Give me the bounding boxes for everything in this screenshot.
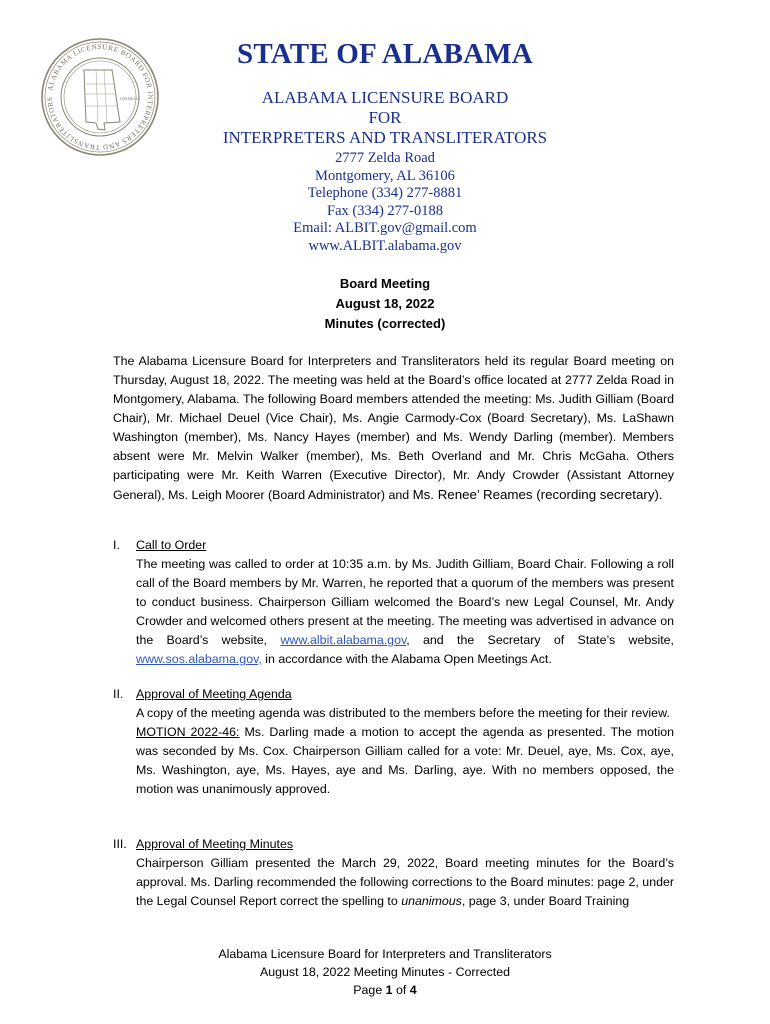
street-address: 2777 Zelda Road	[335, 150, 435, 166]
intro-paragraph: The Alabama Licensure Board for Interpreters and Transliterators held its regular Board meeting on Thursday, August 18, 2022. The meeting was held at the Board’s office located at 2777 Zelda Road in Montgomery, Alabama. The following Board members attended the meeting: Ms. Judith Gilliam (Board Chair), Mr. Michael Deuel (Vice Chair), Ms. Angie Carmody-Cox (Board Secretary), Ms. LaShawn Washington (member), Ms. Nancy Hayes (member) and Ms. Wendy Darling (member). Members absent were Mr. Melvin Walker (member), Ms. Beth Overland and Mr. Chris McGaha. Others participating were Mr. Keith Warren (Executive Director), Mr. Andy Crowder (Assistant Attorney General), Ms. Leigh Moorer (Board Administrator) and Ms. Renee’ Reames (recording secretary).	[113, 354, 674, 502]
footer-document-title: August 18, 2022 Meeting Minutes - Corrected	[259, 965, 510, 979]
section-text: Chairperson Gilliam presented the March 29, 2022, Board meeting minutes for the Board’s approval. Ms. Darling recommended the following corrections to the Board minutes: page 2, under the Legal Counsel Report correct the spelling to unanimous, page 3, under Board Training	[136, 856, 674, 908]
minutes-subtitle: Minutes (corrected)	[324, 316, 446, 331]
motion-text: MOTION 2022-46: Ms. Darling made a motion to accept the agenda as presented. The motion was seconded by Ms. Cox. Chairperson Gilliam called for a vote: Mr. Deuel, aye, Ms. Cox, aye, Ms. Washington, aye, Ms. Hayes, aye and Ms. Darling, aye. With no members opposed, the motion was unanimously approved.	[136, 725, 674, 796]
section-heading: Approval of Meeting Minutes	[136, 837, 294, 851]
section-number: II.	[113, 687, 124, 701]
svg-text:GEORGIA: GEORGIA	[120, 96, 141, 101]
albit-website-link[interactable]: www.albit.alabama.gov	[280, 633, 407, 647]
meeting-heading	[0, 274, 770, 334]
state-title: STATE OF ALABAMA	[237, 38, 533, 70]
fax: Fax (334) 277-0188	[327, 202, 443, 219]
svg-text:ALABAMA LICENSURE BOARD FOR IN: ALABAMA LICENSURE BOARD FOR INTERPRETERS AND TRANSLITERATORS	[45, 42, 155, 152]
email: Email: ALBIT.gov@gmail.com	[293, 220, 477, 237]
section-text: The meeting was called to order at 10:35 a.m. by Ms. Judith Gilliam, Board Chair. Following a roll call of the Board members by Mr. Warren, he reported that a quorum of the members was present to conduct business. Chairperson Gilliam welcomed the Board’s new Legal Counsel, Mr. Andy Crowder and welcomed others present at the meeting. The meeting was advertised in advance on the Board’s website, www.albit.alabama.gov, and the Secretary of State’s website, www.sos.alabama.gov, in accordance with the Alabama Open Meetings Act.	[136, 557, 674, 666]
meeting-title: Board Meeting	[339, 276, 431, 291]
telephone: Telephone (334) 277-8881	[307, 185, 463, 202]
contact-info	[0, 150, 770, 256]
section-number: I.	[113, 538, 120, 552]
section-heading: Call to Order	[136, 538, 207, 552]
footer-board-name: Alabama Licensure Board for Interpreters and Transliterators	[218, 947, 552, 961]
page-number: Page 1 of 4	[353, 983, 417, 997]
page-footer	[0, 945, 770, 999]
section-heading: Approval of Meeting Agenda	[136, 687, 292, 701]
city-state-zip: Montgomery, AL 36106	[315, 167, 455, 184]
sos-website-link[interactable]: www.sos.alabama.gov,	[136, 652, 262, 666]
website: www.ALBIT.alabama.gov	[308, 237, 462, 254]
section-number: III.	[113, 837, 127, 851]
section-text: A copy of the meeting agenda was distributed to the members before the meeting for their review.	[136, 706, 670, 720]
motion-label: MOTION 2022-46:	[136, 725, 240, 739]
meeting-date: August 18, 2022	[335, 296, 435, 311]
board-name: ALABAMA LICENSURE BOARD FOR INTERPRETERS AND TRANSLITERATORS	[222, 88, 548, 147]
